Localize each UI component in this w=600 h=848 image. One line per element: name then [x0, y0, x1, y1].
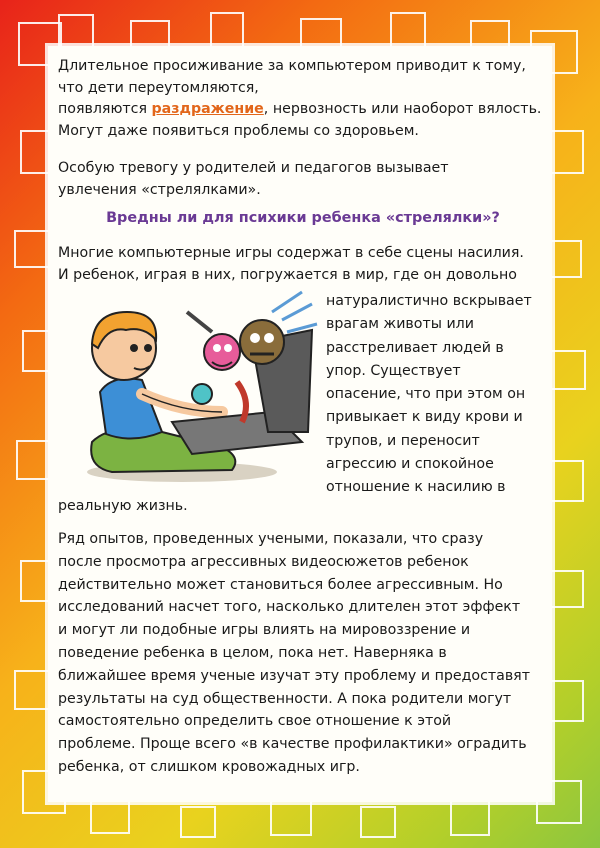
paragraph-violence-end	[58, 496, 548, 518]
paragraph-violence-intro	[58, 243, 548, 286]
frame-square	[360, 806, 396, 838]
section-heading: Вредны ли для психики ребенка «стрелялки»?	[106, 210, 500, 226]
text-line: исследований насчет того, насколько длителен этот эффект	[58, 599, 521, 616]
text-line: после просмотра агрессивных видеосюжетов ребенок	[58, 553, 469, 570]
text-line: что дети переутомляются,	[58, 79, 259, 96]
frame-square	[548, 240, 582, 278]
frame-square	[548, 460, 584, 502]
text-line: И ребенок, играя в них, погружается в мир, где он довольно	[58, 266, 517, 283]
text-fragment: появляются	[58, 101, 152, 118]
frame-square	[450, 800, 490, 836]
frame-square	[390, 12, 426, 50]
paragraph-violence-side	[326, 290, 546, 500]
text-line	[58, 99, 548, 121]
frame-square	[58, 14, 94, 50]
paragraph-concern	[58, 158, 548, 201]
cartoon-illustration-icon	[72, 282, 322, 487]
text-line: ближайшее время ученые изучат эту проблему и предоставят	[58, 667, 530, 684]
text-line: упор. Существует	[326, 362, 461, 379]
text-line: Многие компьютерные игры содержат в себе сцены насилия.	[58, 245, 524, 261]
text-line: Особую тревогу у родителей и педагогов вызывает	[58, 160, 449, 176]
text-line: проблеме. Проще всего «в качестве профилактики» оградить	[58, 736, 527, 753]
text-line: опасение, что при этом он	[326, 386, 526, 403]
text-line: агрессию и спокойное	[326, 456, 494, 473]
text-line: Ряд опытов, проведенных учеными, показали, что сразу	[58, 531, 484, 547]
text-line: увлечения «стрелялками».	[58, 181, 261, 198]
text-line: и могут ли подобные игры влиять на мировоззрение и	[58, 622, 471, 639]
boy-gaming-illustration	[72, 282, 322, 487]
text-line: отношение к насилию в	[326, 479, 506, 496]
paragraph-research	[58, 528, 548, 779]
text-line: трупов, и переносит	[326, 432, 480, 449]
text-fragment: , нервозность или наоборот вялость.	[263, 101, 542, 118]
text-line: ребенка, от слишком кровожадных игр.	[58, 758, 360, 775]
text-line: реальную жизнь.	[58, 498, 188, 514]
text-line: результаты на суд общественности. А пока родители могут	[58, 690, 512, 707]
frame-square	[270, 800, 312, 836]
text-line: врагам животы или	[326, 316, 474, 333]
text-line: привыкает к виду крови и	[326, 409, 523, 426]
text-line: самостоятельно определить свое отношение к этой	[58, 713, 452, 730]
frame-square	[90, 800, 130, 834]
text-line: Длительное просиживание за компьютером приводит к тому,	[58, 58, 526, 74]
highlighted-word[interactable]: раздражение	[151, 101, 264, 118]
text-line: расстреливает людей в	[326, 339, 504, 356]
paragraph-intro	[58, 56, 548, 142]
text-line: поведение ребенка в целом, пока нет. Наверняка в	[58, 644, 447, 661]
frame-square	[180, 806, 216, 838]
text-line: действительно может становиться более агрессивным. Но	[58, 576, 503, 593]
text-line: Могут даже появиться проблемы со здоровьем.	[58, 122, 419, 139]
text-line: натуралистично вскрывает	[326, 293, 532, 309]
